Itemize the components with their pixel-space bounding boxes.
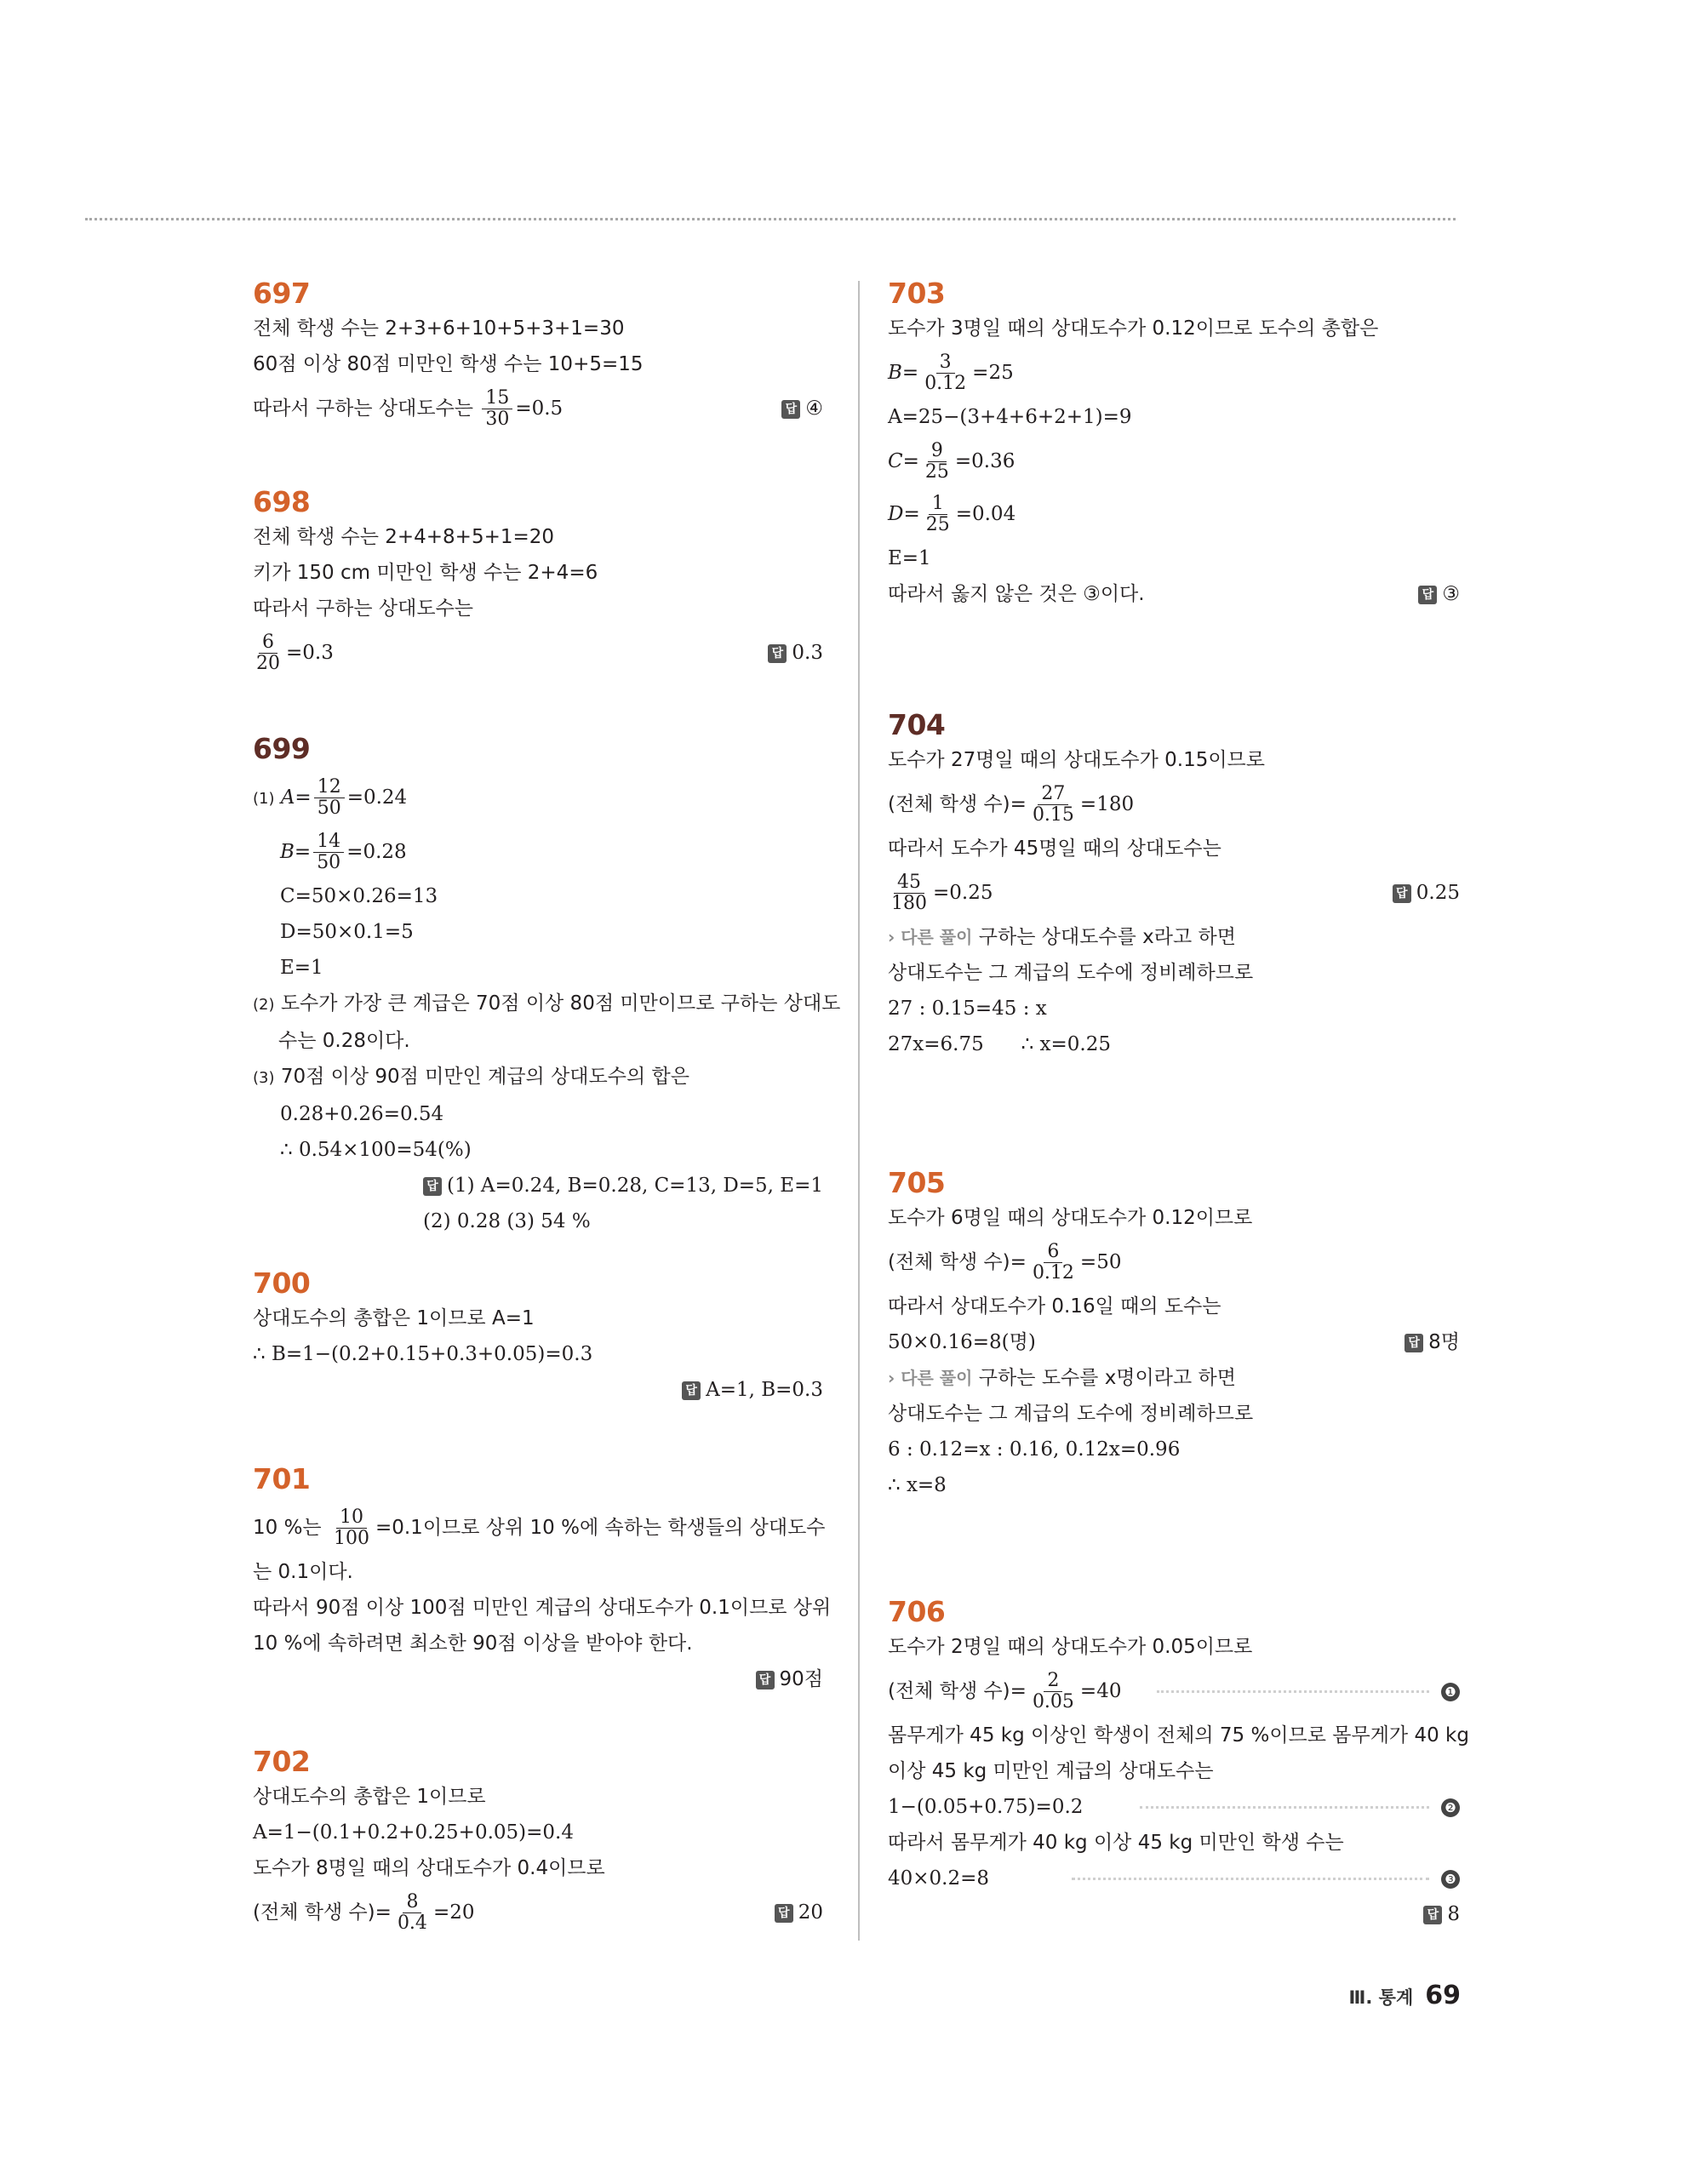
solution-line: 27x=6.75 ∴ x=0.25 [888, 1033, 1111, 1055]
expression: =0.36 [954, 450, 1015, 472]
solution-line: 27 : 0.15=45 : x [888, 998, 1047, 1020]
alternative-solution-label: › 다른 풀이 [888, 1368, 973, 1388]
problem-number: 704 [888, 708, 946, 741]
expression: =0.5 [515, 397, 564, 420]
solution-line: 따라서 도수가 45명일 때의 상대도수는 [888, 838, 1221, 860]
text: (전체 학생 수)= [888, 1680, 1027, 1702]
problem-701 [253, 1462, 832, 1697]
solution-line [888, 919, 1460, 955]
answer [781, 382, 823, 435]
solution-line: 6 : 0.12=x : 0.16, 0.12x=0.96 [888, 1438, 1181, 1461]
solution-line [888, 576, 1460, 612]
numerator: 45 [894, 872, 924, 894]
denominator: 0.12 [1032, 1262, 1074, 1284]
solution-line: 전체 학생 수는 2+3+6+10+5+3+1=30 [253, 317, 625, 340]
problem-699 [253, 732, 841, 1239]
solution-line: 상대도수의 총합은 1이므로 A=1 [253, 1307, 535, 1329]
answer [1405, 1324, 1460, 1360]
expression: 50×0.16=8(명) [888, 1331, 1036, 1353]
fraction [1029, 784, 1078, 826]
section-label: Ⅲ. 통계 [1348, 1987, 1414, 2008]
solution-line [888, 1360, 1460, 1396]
step-number: ❶ [1441, 1683, 1460, 1701]
answer-value: A=1, B=0.3 [706, 1379, 823, 1401]
answer-value: 20 [798, 1901, 823, 1924]
denominator: 20 [256, 653, 280, 674]
answer-value: ④ [805, 397, 823, 420]
subpart-label: (1) [253, 790, 275, 808]
text: (전체 학생 수)= [888, 793, 1027, 815]
numerator: 8 [403, 1892, 421, 1913]
fraction [313, 832, 344, 873]
expression: =0.3 [286, 642, 334, 664]
solution-line [253, 626, 823, 679]
numerator: 6 [1044, 1242, 1062, 1263]
expression: 1−(0.05+0.75)=0.2 [888, 1796, 1084, 1818]
answer-badge: 답 [768, 644, 787, 663]
solution-line: 는 0.1이다. [253, 1561, 353, 1583]
answer [888, 1896, 1460, 1932]
solution-line: 수는 0.28이다. [278, 1030, 410, 1052]
fraction [921, 352, 970, 394]
fraction [330, 1507, 373, 1549]
step-marker [1441, 1861, 1460, 1896]
expression: C= [888, 450, 919, 472]
solution-line: 따라서 구하는 상대도수는 [253, 597, 474, 620]
answer-badge: 답 [682, 1381, 701, 1400]
solution-line [888, 435, 1460, 488]
problem-706 [888, 1595, 1469, 1932]
problem-697 [253, 277, 823, 435]
answer-badge: 답 [781, 400, 800, 419]
solution-line: ∴ B=1−(0.2+0.15+0.3+0.05)=0.3 [253, 1343, 593, 1365]
answer [1393, 866, 1460, 919]
expression: 40×0.2=8 [888, 1867, 990, 1890]
denominator: 0.05 [1032, 1691, 1074, 1712]
leader-dots [1140, 1806, 1429, 1809]
answer-value: (2) 0.28 (3) 54 % [423, 1210, 591, 1232]
numerator: 2 [1044, 1671, 1062, 1692]
solution-line [888, 1665, 1460, 1718]
solution-line [888, 1789, 1460, 1825]
answer-badge: 답 [423, 1177, 442, 1196]
text: 따라서 옳지 않은 것은 ③이다. [888, 583, 1145, 605]
solution-line: 따라서 상대도수가 0.16일 때의 도수는 [888, 1295, 1221, 1318]
step-number: ❷ [1441, 1798, 1460, 1817]
numerator: 12 [314, 777, 345, 798]
solution-line: 전체 학생 수는 2+4+8+5+1=20 [253, 526, 555, 548]
expression: =180 [1079, 793, 1135, 815]
answer-badge: 답 [775, 1904, 793, 1923]
expression: =50 [1079, 1251, 1122, 1273]
solution-line: 상대도수의 총합은 1이므로 [253, 1786, 486, 1808]
solution-line: 도수가 6명일 때의 상대도수가 0.12이므로 [888, 1207, 1253, 1229]
solution-line [888, 346, 1460, 399]
solution-line: 상대도수는 그 계급의 도수에 정비례하므로 [888, 1403, 1254, 1425]
solution-line [888, 1861, 1460, 1896]
answer-badge: 답 [756, 1671, 775, 1689]
solution-line [253, 771, 823, 826]
expression: D= [888, 503, 920, 525]
answer [253, 1168, 823, 1203]
page-number: 69 [1425, 1981, 1461, 2010]
numerator: 6 [259, 632, 277, 654]
problem-700 [253, 1266, 823, 1408]
leader-dots [1157, 1690, 1429, 1693]
leader-dots [1072, 1878, 1429, 1880]
answer-badge: 답 [1405, 1334, 1423, 1352]
problem-number: 701 [253, 1462, 311, 1495]
expression: =0.25 [933, 882, 993, 904]
problem-number: 697 [253, 277, 311, 310]
answer-value: 0.25 [1416, 882, 1460, 904]
solution-line: 도수가 3명일 때의 상대도수가 0.12이므로 도수의 총합은 [888, 317, 1379, 340]
solution-line: 이상 45 kg 미만인 계급의 상대도수는 [888, 1760, 1214, 1782]
solution-line: 상대도수는 그 계급의 도수에 정비례하므로 [888, 962, 1254, 984]
expression: =40 [1079, 1680, 1122, 1702]
solution-line [888, 1236, 1460, 1289]
answer-value: ③ [1442, 583, 1460, 605]
subpart-label: (3) [253, 1069, 275, 1087]
expression: =0.24 [346, 786, 408, 809]
solution-line: A=25−(3+4+6+2+1)=9 [888, 406, 1132, 428]
expression: =0.04 [955, 503, 1016, 525]
answer [253, 1661, 823, 1697]
answer [1418, 576, 1460, 612]
step-marker [1441, 1789, 1460, 1825]
solution-line: 따라서 몸무게가 40 kg 이상 45 kg 미만인 학생 수는 [888, 1832, 1344, 1854]
expression: B= [888, 362, 919, 384]
answer-badge: 답 [1418, 586, 1437, 604]
problem-705 [888, 1166, 1460, 1503]
expression: B= [280, 841, 312, 863]
solution-line [253, 986, 841, 1023]
alternative-solution-label: › 다른 풀이 [888, 927, 973, 947]
fraction [1029, 1671, 1078, 1712]
solution-line: E=1 [280, 957, 323, 979]
problem-698 [253, 485, 823, 679]
denominator: 30 [485, 409, 510, 430]
problem-number: 702 [253, 1745, 311, 1778]
problem-702 [253, 1745, 823, 1939]
expression: =0.28 [346, 841, 407, 863]
answer-value: (1) A=0.24, B=0.28, C=13, D=5, E=1 [446, 1175, 823, 1197]
solution-line: 몸무게가 45 kg 이상인 학생이 전체의 75 %이므로 몸무게가 40 kg [888, 1724, 1469, 1747]
fraction [394, 1892, 431, 1934]
solution-line: 키가 150 cm 미만인 학생 수는 2+4=6 [253, 562, 598, 584]
solution-line: 0.28+0.26=0.54 [280, 1103, 444, 1125]
denominator: 50 [317, 852, 341, 873]
fraction [482, 388, 512, 430]
answer-value: 0.3 [792, 642, 823, 664]
solution-line [253, 1886, 823, 1939]
answer [775, 1886, 823, 1939]
fraction [1029, 1242, 1078, 1284]
solution-line: ∴ x=8 [888, 1474, 947, 1496]
answer [253, 1372, 823, 1408]
problem-704 [888, 708, 1460, 1062]
text: 10 %는 [253, 1517, 322, 1539]
step-number: ❸ [1441, 1870, 1460, 1889]
denominator: 0.15 [1032, 804, 1074, 826]
solution-line: C=50×0.26=13 [280, 885, 438, 907]
fraction [922, 441, 953, 483]
denominator: 0.4 [397, 1912, 427, 1934]
problem-number: 705 [888, 1166, 946, 1199]
solution-line: ∴ 0.54×100=54(%) [280, 1139, 472, 1161]
problem-number: 700 [253, 1266, 311, 1300]
solution-line [888, 1324, 1460, 1360]
solution-line: A=1−(0.1+0.2+0.25+0.05)=0.4 [253, 1821, 574, 1844]
solution-line: 도수가 8명일 때의 상대도수가 0.4이므로 [253, 1857, 605, 1879]
solution-line: D=50×0.1=5 [280, 921, 414, 943]
fraction [888, 872, 930, 914]
solution-line [888, 866, 1460, 919]
fraction [253, 632, 283, 674]
text: =0.1이므로 상위 10 %에 속하는 학생들의 상대도수 [375, 1517, 826, 1539]
text: 따라서 구하는 상대도수는 [253, 397, 474, 420]
solution-line: E=1 [888, 547, 931, 569]
answer [768, 626, 823, 679]
solution-line [888, 488, 1460, 540]
denominator: 100 [333, 1528, 369, 1549]
solution-line [253, 1501, 826, 1554]
expression: =25 [972, 362, 1014, 384]
problem-703 [888, 277, 1460, 612]
answer-value: 8 [1447, 1903, 1460, 1925]
denominator: 0.12 [924, 373, 967, 394]
page-footer [1349, 1981, 1461, 2010]
fraction [314, 777, 345, 819]
denominator: 25 [925, 514, 950, 535]
solution-line: 따라서 90점 이상 100점 미만인 계급의 상대도수가 0.1이므로 상위 [253, 1597, 832, 1619]
answer-value: 8명 [1428, 1331, 1460, 1353]
answer-badge: 답 [1423, 1906, 1442, 1924]
column-divider [858, 281, 860, 1941]
numerator: 1 [929, 494, 947, 515]
subpart-label: (2) [253, 996, 275, 1014]
numerator: 9 [928, 441, 947, 462]
problem-number: 699 [253, 732, 311, 765]
problem-number: 698 [253, 485, 311, 518]
text: (전체 학생 수)= [253, 1901, 392, 1924]
numerator: 27 [1038, 784, 1068, 805]
fraction [923, 494, 953, 535]
problem-number: 706 [888, 1595, 946, 1628]
text: 구하는 상대도수를 x라고 하면 [978, 926, 1236, 948]
expression: =20 [432, 1901, 475, 1924]
solution-line: 도수가 27명일 때의 상대도수가 0.15이므로 [888, 749, 1265, 771]
solution-line: 10 %에 속하려면 최소한 90점 이상을 받아야 한다. [253, 1632, 693, 1655]
solution-line: 도수가 2명일 때의 상대도수가 0.05이므로 [888, 1636, 1253, 1658]
denominator: 50 [317, 798, 341, 819]
solution-line [253, 382, 823, 435]
answer-badge: 답 [1393, 884, 1411, 903]
text: 구하는 도수를 x명이라고 하면 [978, 1367, 1236, 1389]
denominator: 25 [924, 461, 949, 483]
solution-line [888, 778, 1460, 831]
solution-line [253, 826, 823, 878]
answer-value: 90점 [779, 1668, 823, 1690]
problem-number: 703 [888, 277, 946, 310]
solution-line [253, 1059, 823, 1096]
top-dotted-rule [85, 218, 1456, 220]
expression: A= [280, 786, 312, 809]
solution-line: 60점 이상 80점 미만인 학생 수는 10+5=15 [253, 353, 644, 375]
answer [253, 1203, 823, 1239]
denominator: 180 [891, 893, 927, 914]
numerator: 10 [336, 1507, 367, 1529]
numerator: 15 [482, 388, 512, 409]
numerator: 14 [313, 832, 344, 853]
text: (전체 학생 수)= [888, 1251, 1027, 1273]
text: 도수가 가장 큰 계급은 70점 이상 80점 미만이므로 구하는 상대도 [280, 992, 841, 1015]
step-marker [1441, 1665, 1460, 1718]
numerator: 3 [936, 352, 955, 374]
text: 70점 이상 90점 미만인 계급의 상대도수의 합은 [280, 1066, 689, 1088]
